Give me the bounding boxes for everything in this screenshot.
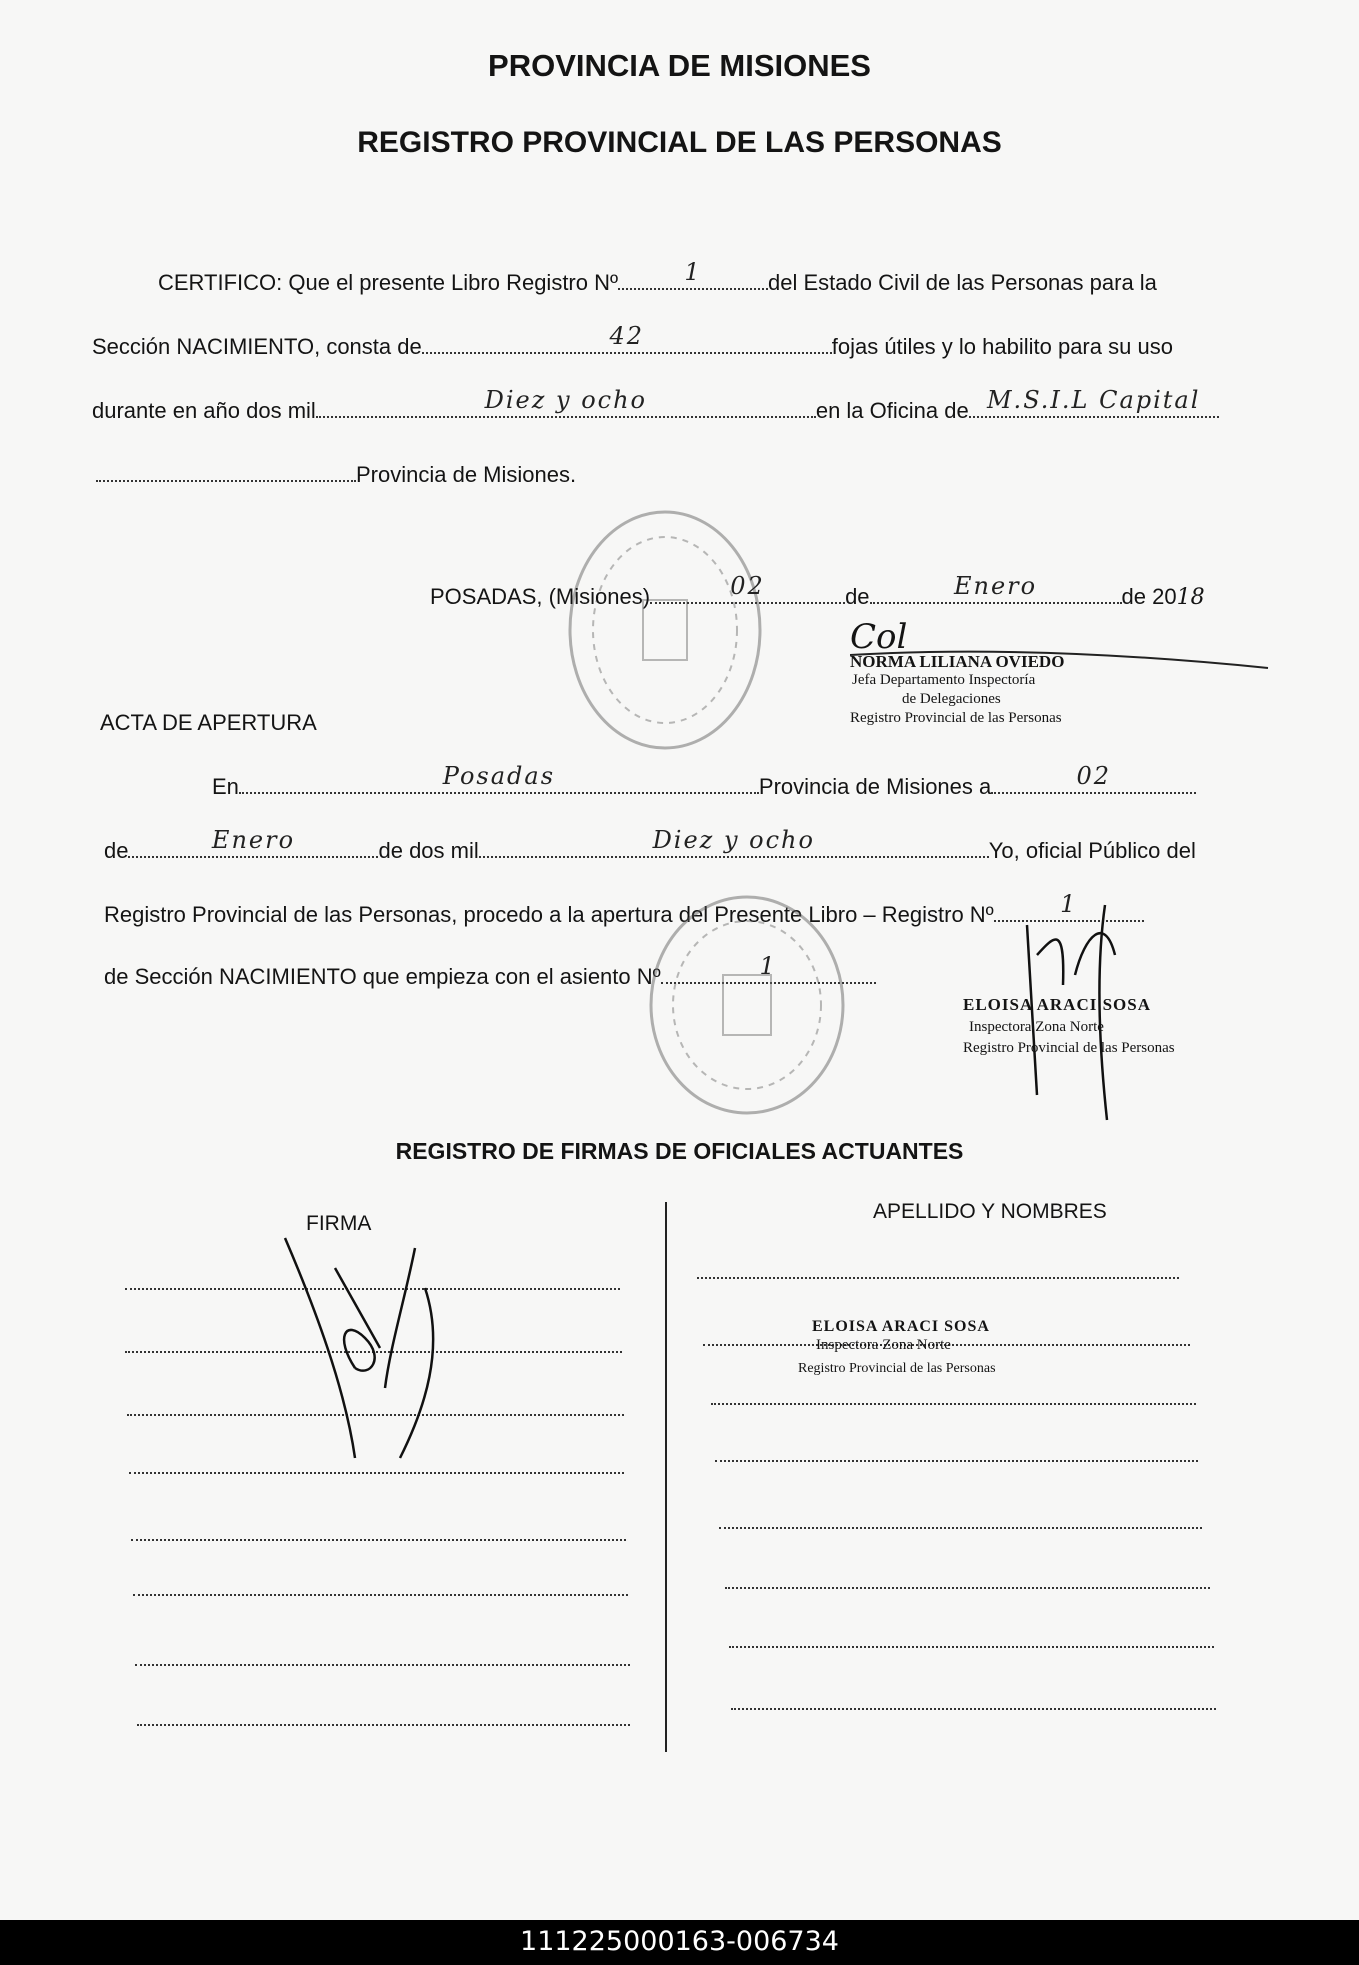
folios-field: 42 <box>422 332 832 354</box>
round-seal-2 <box>645 890 850 1120</box>
year-handwritten: 18 <box>1176 585 1205 610</box>
name-line <box>715 1458 1198 1462</box>
acta-line-2: de Enero de dos mil Diez y ocho Yo, oficial Público del <box>104 826 1196 863</box>
signature-sosa-2 <box>275 1228 475 1473</box>
signature-line <box>137 1722 630 1726</box>
column-divider <box>665 1202 667 1752</box>
column-header-apellido-nombres: APELLIDO Y NOMBRES <box>873 1200 1107 1223</box>
name-line <box>731 1706 1216 1710</box>
certificate-line-2: Sección NACIMIENTO, consta de 42 fojas útiles y lo habilito para su uso <box>92 322 1173 359</box>
name-line <box>725 1585 1210 1589</box>
signature-line <box>131 1537 626 1541</box>
signature-entry-stamp <box>798 1317 996 1378</box>
city-field: Posadas <box>239 772 759 794</box>
name-line <box>719 1525 1202 1529</box>
entry-name: ELOISA ARACI SOSA <box>812 1318 990 1335</box>
day-field: 02 <box>650 582 845 604</box>
entry-org: Registro Provincial de las Personas <box>798 1361 996 1376</box>
round-seal-1 <box>565 505 765 755</box>
acta-line-1: En Posadas Provincia de Misiones a 02 <box>212 772 1196 800</box>
official-stamp-2: ELOISA ARACI SOSA Inspectora Zona Norte Registro Provincial de las Personas <box>963 995 1175 1056</box>
document-footer <box>0 1920 1359 1965</box>
document-code: 111225000163-006734 <box>520 1926 839 1957</box>
date-line: POSADAS, (Misiones) 02 de Enero de 2018 <box>430 572 1205 610</box>
entry-title: Inspectora Zona Norte <box>816 1337 951 1353</box>
certificate-line-3: durante en año dos mil Diez y ocho en la Oficina de M.S.I.L Capital <box>92 396 1219 424</box>
acta-month-field: Enero <box>128 836 378 858</box>
name-line <box>711 1401 1196 1405</box>
name-line <box>697 1275 1179 1279</box>
acta-line-4: de Sección NACIMIENTO que empieza con el asiento Nº 1 <box>104 962 876 990</box>
entry-number-field: 1 <box>661 962 876 984</box>
acta-line-3: Registro Provincial de las Personas, procedo a la apertura del Presente Libro – Registro Nº 1 <box>104 900 1144 928</box>
official-stamp-1: Col NORMA LILIANA OVIEDO Jefa Departamento Inspectoría de Delegaciones Registro Provincial de las Personas <box>850 617 1065 726</box>
book-number-field: 1 <box>618 268 768 290</box>
signature-oviedo: Col <box>850 617 908 657</box>
column-header-firma: FIRMA <box>306 1212 372 1235</box>
month-field: Enero <box>870 582 1122 604</box>
acta-day-field: 02 <box>991 772 1196 794</box>
certificate-line-4: Provincia de Misiones. <box>96 460 576 488</box>
acta-heading: ACTA DE APERTURA <box>100 710 317 735</box>
signatures-heading: REGISTRO DE FIRMAS DE OFICIALES ACTUANTES <box>395 1138 964 1164</box>
registry-title: REGISTRO PROVINCIAL DE LAS PERSONAS <box>357 126 1002 159</box>
certificate-line-1: CERTIFICO: Que el presente Libro Registro Nº 1 del Estado Civil de las Personas para la <box>158 258 1157 295</box>
acta-book-field: 1 <box>994 900 1144 922</box>
signature-line <box>135 1662 630 1666</box>
signature-stroke-1 <box>850 640 1270 670</box>
province-title: PROVINCIA DE MISIONES <box>488 48 871 83</box>
office-field: M.S.I.L Capital <box>969 396 1219 418</box>
acta-year-field: Diez y ocho <box>479 836 989 858</box>
signature-line <box>133 1592 628 1596</box>
name-line <box>729 1644 1214 1648</box>
year-field: Diez y ocho <box>316 396 816 418</box>
signature-sosa-1 <box>1015 895 1135 1125</box>
